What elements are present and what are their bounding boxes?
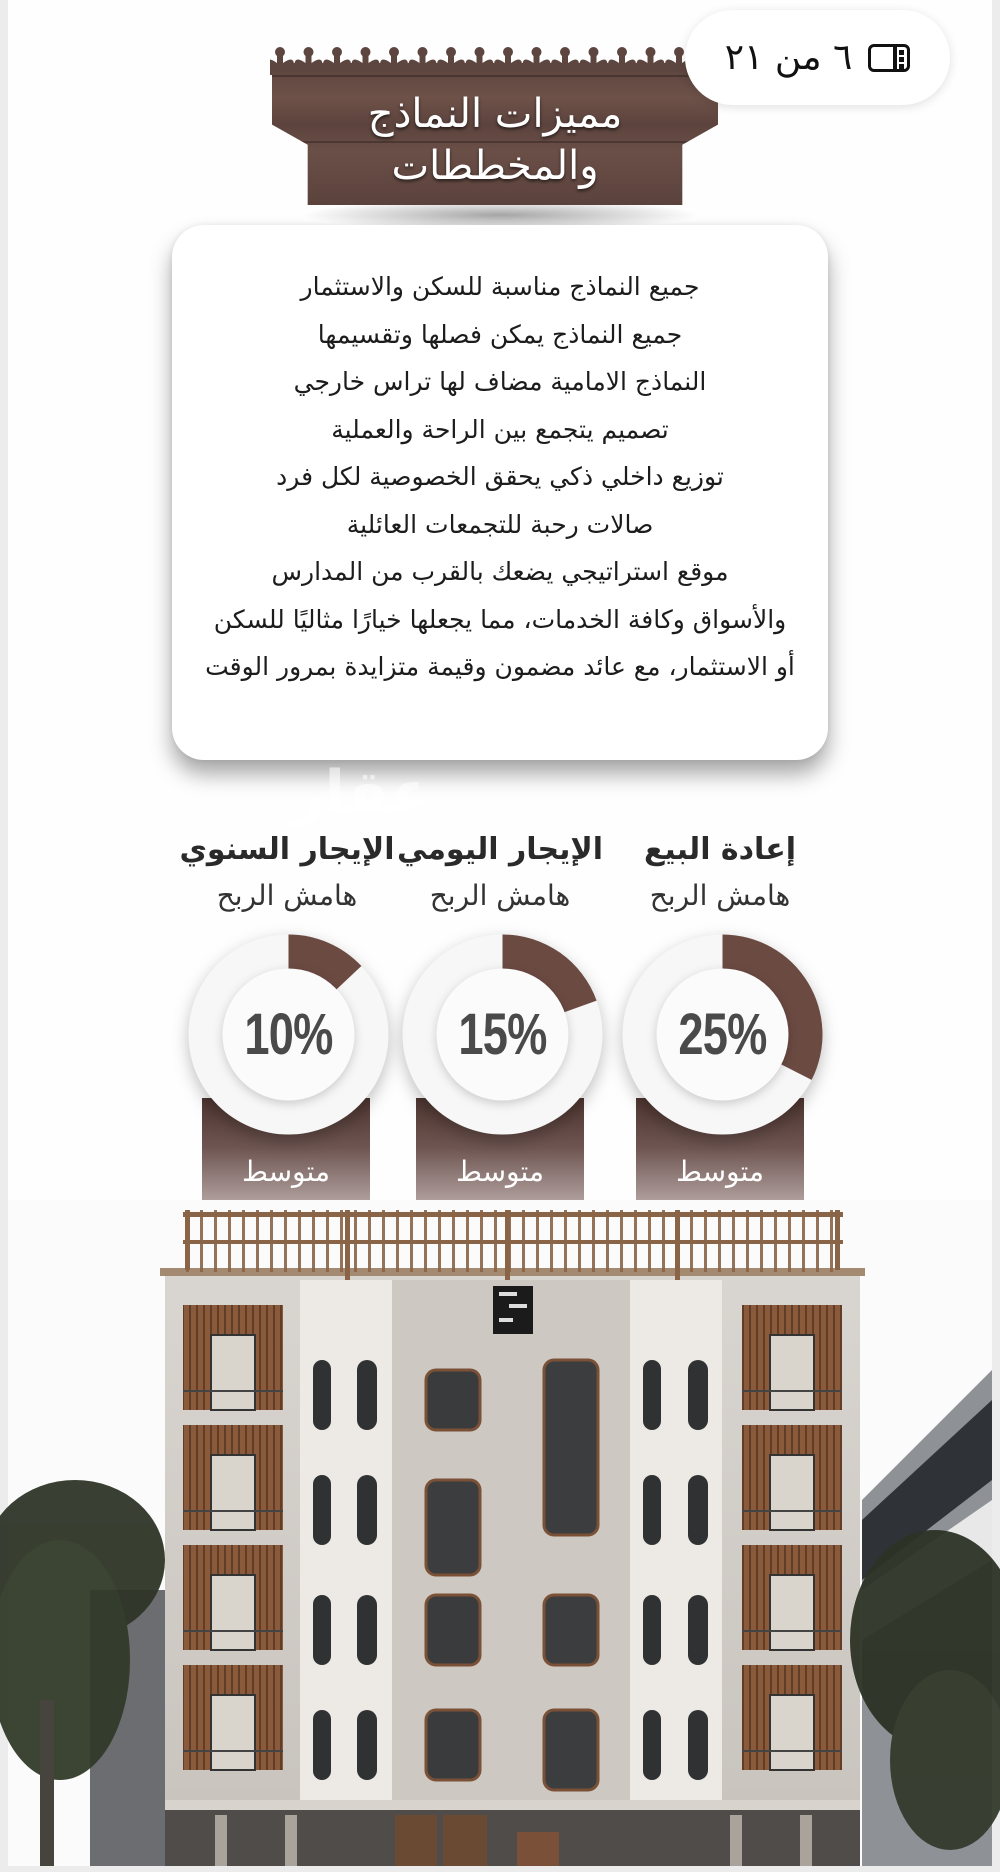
stat-annual-heading [177, 830, 397, 916]
stat-title: الإيجار السنوي [179, 832, 395, 867]
feature-item: النماذج الامامية مضاف لها تراس خارجي [293, 367, 707, 396]
stat-subtitle: هامش الربح [649, 879, 791, 912]
features-list [172, 263, 828, 691]
stat-title: إعادة البيع [643, 832, 797, 867]
feature-item: تصميم يتجمع بين الراحة والعملية [331, 414, 669, 444]
watermark-text: عقار [290, 758, 432, 828]
banner-crown-ornament [270, 45, 720, 75]
page-title [270, 88, 720, 192]
stat-title: الإيجار اليومي [396, 832, 603, 867]
stat-label: متوسط [456, 1155, 544, 1188]
stat-subtitle: هامش الربح [429, 879, 571, 912]
feature-item: صالات رحبة للتجمعات العائلية [346, 509, 654, 539]
donut-chart-daily [400, 932, 605, 1137]
feature-item: جميع النماذج مناسبة للسكن والاستثمار [300, 272, 700, 301]
feature-item: موقع استراتيجي يضعك بالقرب من المدارس [271, 557, 729, 586]
frame-edge-bottom [0, 1866, 1000, 1872]
donut-value: 25% [678, 1002, 767, 1067]
donut-value: 15% [458, 1002, 547, 1067]
title-line-1: مميزات النماذج [367, 91, 623, 137]
features-card [172, 225, 828, 760]
stat-label: متوسط [676, 1155, 764, 1188]
feature-item: توزيع داخلي ذكي يحقق الخصوصية لكل فرد [276, 462, 724, 491]
gallery-icon [868, 44, 910, 72]
stat-daily-heading [390, 830, 610, 916]
feature-item: جميع النماذج يمكن فصلها وتقسيمها [317, 319, 683, 349]
feature-item: والأسواق وكافة الخدمات، مما يجعلها خيارًا مثاليًا للسكن [213, 604, 787, 634]
donut-chart-annual [186, 932, 391, 1137]
building-render-image [0, 1200, 1000, 1872]
donut-chart-resale [620, 932, 825, 1137]
title-line-2: والمخططات [391, 143, 599, 189]
stat-resale-heading [610, 830, 830, 916]
donut-value: 10% [244, 1002, 333, 1067]
page-counter[interactable] [685, 10, 950, 105]
page-counter-text: ٦ من ٢١ [724, 37, 853, 78]
feature-item: أو الاستثمار، مع عائد مضمون وقيمة متزايدة بمرور الوقت [205, 652, 795, 681]
stat-subtitle: هامش الربح [216, 879, 358, 912]
stat-label: متوسط [242, 1155, 330, 1188]
